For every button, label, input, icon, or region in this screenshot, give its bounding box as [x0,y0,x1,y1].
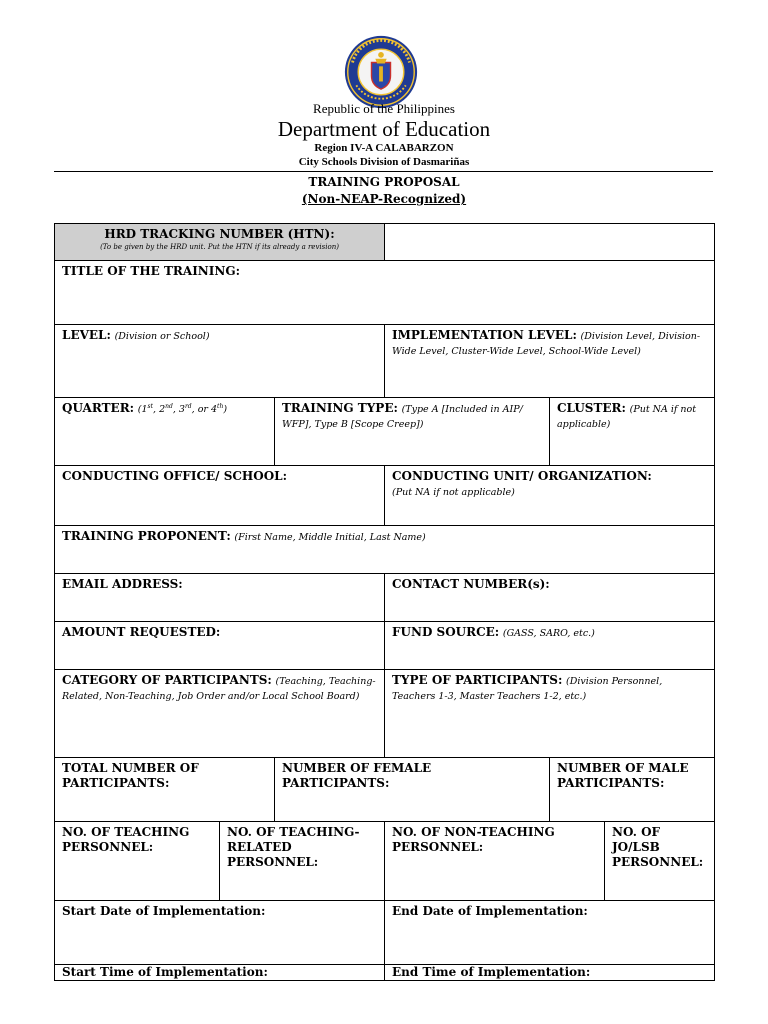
training-type-hint: (Type A [Included in AIP/ WFP], Type B [Scope Creep]) [282,404,523,430]
conducting-office-field[interactable] [55,466,385,526]
deped-seal-logo [343,34,419,110]
quarter-field[interactable] [55,398,275,466]
fund-source-label: FUND SOURCE: [392,625,500,639]
type-participants-hint: (Division Personnel, Teachers 1-3, Master Teachers 1-2, etc.) [392,676,663,702]
training-title-field[interactable] [55,261,715,325]
female-participants-field[interactable] [275,758,550,822]
division-text: City Schools Division of Dasmariñas [298,156,470,168]
training-proponent-field[interactable] [55,526,715,574]
training-title-label: TITLE OF THE TRAINING: [62,264,241,278]
type-participants-label: TYPE OF PARTICIPANTS: [392,673,563,687]
cluster-field[interactable] [550,398,715,466]
training-type-label: TRAINING TYPE: [282,401,398,415]
start-time-label: Start Time of Implementation: [62,965,268,979]
contact-number-field[interactable] [385,574,715,622]
end-date-field[interactable] [385,901,715,965]
female-participants-label: NUMBER OF FEMALE PARTICIPANTS: [282,761,432,790]
fund-source-hint: (GASS, SARO, etc.) [502,628,595,639]
region-text: Region IV-A CALABARZON [314,142,454,154]
type-participants-field[interactable] [385,670,715,758]
start-date-field[interactable] [55,901,385,965]
form-title: TRAINING PROPOSAL [308,175,460,189]
htn-hint: (To be given by the HRD unit. Put the HTN if its already a revision) [100,243,339,251]
level-field[interactable] [55,325,385,398]
training-proposal-form [54,223,715,981]
male-participants-field[interactable] [550,758,715,822]
cluster-label: CLUSTER: [557,401,626,415]
start-time-field[interactable] [55,965,385,981]
conducting-office-label: CONDUCTING OFFICE/ SCHOOL: [62,469,288,483]
category-participants-field[interactable] [55,670,385,758]
training-proponent-label: TRAINING PROPONENT: [62,529,231,543]
implementation-level-field[interactable] [385,325,715,398]
category-participants-hint: (Teaching, Teaching-Related, Non-Teaching, Job Order and/or Local School Board) [62,676,376,702]
end-time-field[interactable] [385,965,715,981]
end-date-label: End Date of Implementation: [392,904,588,918]
teaching-related-label: NO. OF TEACHING-RELATED PERSONNEL: [227,825,360,869]
email-label: EMAIL ADDRESS: [62,577,183,591]
quarter-label: QUARTER: [62,401,135,415]
conducting-unit-field[interactable] [385,466,715,526]
department-title: Department of Education [277,117,491,141]
email-field[interactable] [55,574,385,622]
quarter-hint: (1st, 2nd, 3rd, or 4th) [137,402,228,415]
start-date-label: Start Date of Implementation: [62,904,266,918]
teaching-personnel-field[interactable] [55,822,220,901]
jo-lsb-label: NO. OF JO/LSB PERSONNEL: [612,825,704,869]
end-time-label: End Time of Implementation: [392,965,591,979]
teaching-related-field[interactable] [220,822,385,901]
cluster-hint: (Put NA if not applicable) [557,404,697,430]
fund-source-field[interactable] [385,622,715,670]
conducting-unit-hint: (Put NA if not applicable) [392,487,515,498]
male-participants-label: NUMBER OF MALE PARTICIPANTS: [557,761,689,790]
contact-number-label: CONTACT NUMBER(s): [392,577,550,591]
non-teaching-label: NO. OF NON-TEACHING PERSONNEL: [392,825,555,854]
training-type-field[interactable] [275,398,550,466]
htn-label: HRD TRACKING NUMBER (HTN): [104,227,335,241]
htn-label-cell [55,224,385,261]
implementation-level-label: IMPLEMENTATION LEVEL: [392,328,577,342]
amount-requested-field[interactable] [55,622,385,670]
non-teaching-field[interactable] [385,822,605,901]
conducting-unit-label: CONDUCTING UNIT/ ORGANIZATION: [392,469,652,483]
category-participants-label: CATEGORY OF PARTICIPANTS: [62,673,272,687]
total-participants-label: TOTAL NUMBER OF PARTICIPANTS: [62,761,199,790]
htn-value-field[interactable] [385,224,715,261]
header-divider [54,171,713,172]
implementation-level-hint: (Division Level, Division-Wide Level, Cluster-Wide Level, School-Wide Level) [392,331,701,357]
level-hint: (Division or School) [114,331,210,342]
form-subtitle: (Non-NEAP-Recognized) [301,192,467,206]
republic-text: Republic of the Philippines [313,101,455,116]
total-participants-field[interactable] [55,758,275,822]
jo-lsb-field[interactable] [605,822,715,901]
training-proponent-hint: (First Name, Middle Initial, Last Name) [234,532,426,543]
teaching-personnel-label: NO. OF TEACHING PERSONNEL: [62,825,190,854]
amount-requested-label: AMOUNT REQUESTED: [62,625,221,639]
level-label: LEVEL: [62,328,111,342]
